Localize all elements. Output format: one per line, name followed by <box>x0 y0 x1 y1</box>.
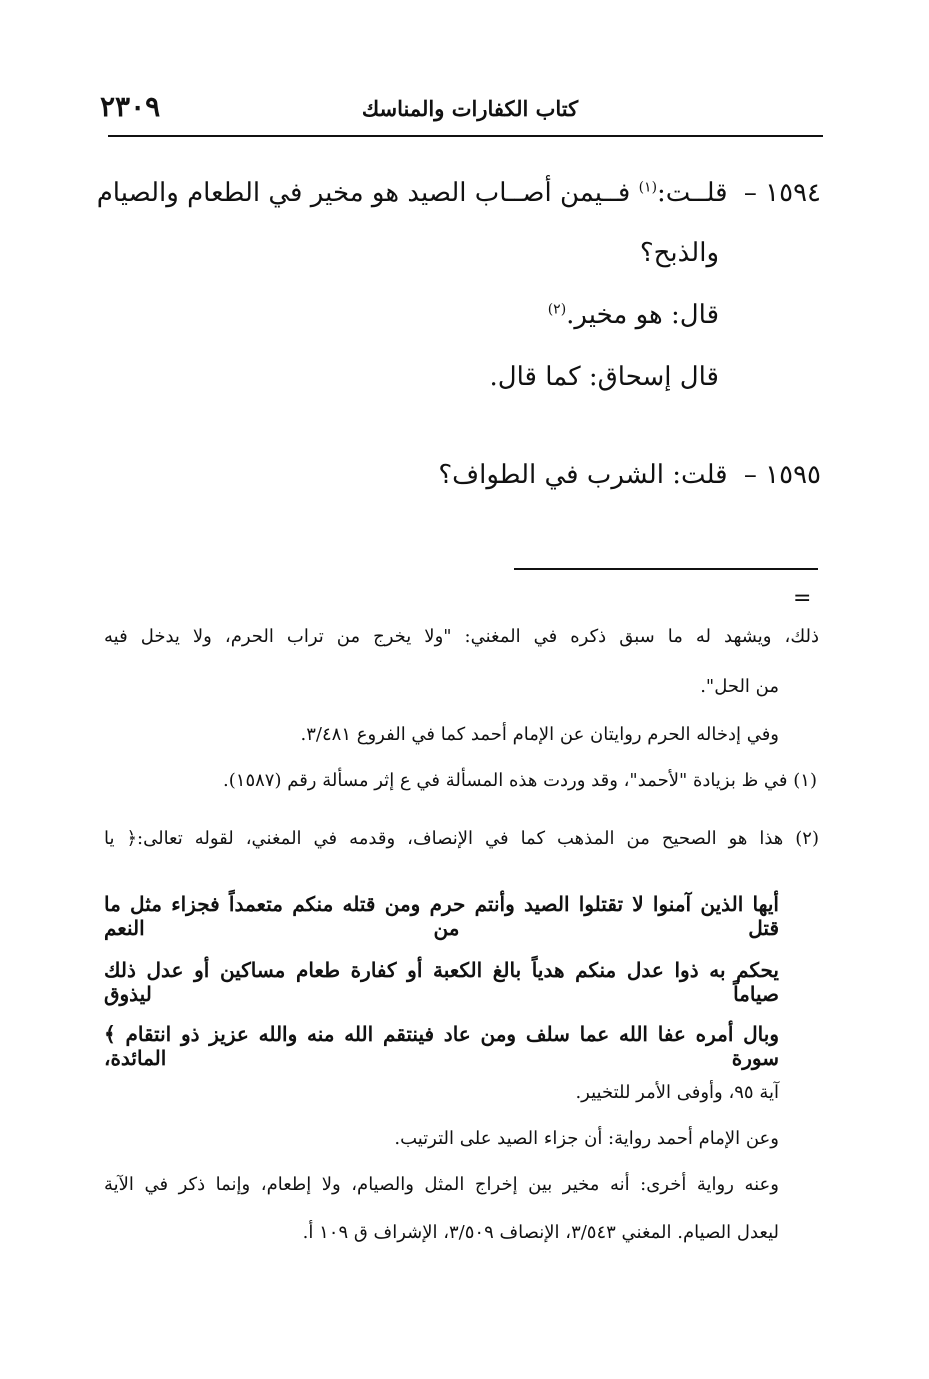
page-number: ٢٣٠٩ <box>100 90 161 123</box>
question-number: ١٥٩٥ – <box>743 460 821 490</box>
footnote-cont-line3: وفي إدخاله الحرم روايتان عن الإمام أحمد كما في الفروع ٣/٤٨١. <box>300 724 779 745</box>
footnote-2-line6: وعن الإمام أحمد رواية: أن جزاء الصيد على الترتيب. <box>394 1128 779 1149</box>
question-1594-line2: والذبح؟ <box>639 238 719 268</box>
footnote-ref-1: (١) <box>638 179 658 196</box>
quran-verse-line1: أيها الذين آمنوا لا تقتلوا الصيد وأنتم حرم ومن قتله منكم متعمداً فجزاء مثل ما قتل من النعم <box>104 892 779 940</box>
question-1595 <box>438 460 821 490</box>
answer-text: قال: هو مخير. <box>566 300 719 330</box>
question-label: قلــت: <box>657 178 728 208</box>
quran-verse-line2: يحكم به ذوا عدل منكم هدياً بالغ الكعبة أو كفارة طعام مساكين أو عدل ذلك صياماً ليذوق <box>104 958 779 1006</box>
footnote-2-line5: آية ٩٥، وأوفى الأمر للتخيير. <box>575 1082 779 1103</box>
header-divider <box>108 135 823 137</box>
footnote-2-line7: وعنه رواية أخرى: أنه مخير بين إخراج المثل والصيام، ولا إطعام، وإنما ذكر في الآية <box>104 1174 779 1195</box>
footnote-separator <box>514 568 818 570</box>
footnote-ref-2: (٢) <box>547 301 567 318</box>
running-header-title: كتاب الكفارات والمناسك <box>361 96 579 121</box>
footnote-1: (١) في ظ بزيادة "لأحمد"، وقد وردت هذه المسألة في ع إثر مسألة رقم (١٥٨٧). <box>223 770 817 791</box>
ishaq-answer: قال إسحاق: كما قال. <box>489 362 719 392</box>
question-text: فــيمن أصــاب الصيد هو مخير في الطعام والصيام <box>96 178 631 208</box>
footnote-2-start: (٢) هذا هو الصحيح من المذهب كما في الإنصاف، وقدمه في المغني، لقوله تعالى:﴿ يا <box>104 828 819 849</box>
footnote-cont-line1: ذلك، ويشهد له ما سبق ذكره في المغني: "ولا يخرج من تراب الحرم، ولا يدخل فيه <box>104 626 819 647</box>
quran-verse-line3: وبال أمره عفا الله عما سلف ومن عاد فينتقم الله منه والله عزيز ذو انتقام ﴾ سورة المائدة، <box>104 1022 779 1070</box>
question-number: ١٥٩٤ – <box>743 178 821 208</box>
continuation-mark: = <box>793 586 812 611</box>
question-1594 <box>97 178 821 208</box>
question-text: قلت: الشرب في الطواف؟ <box>438 460 728 490</box>
footnote-2-line8: ليعدل الصيام. المغني ٣/٥٤٣، الإنصاف ٣/٥٠٩، الإشراف ق ١٠٩ أ. <box>302 1222 779 1243</box>
answer-1594 <box>548 300 719 330</box>
footnote-cont-line2: من الحل". <box>700 676 779 697</box>
